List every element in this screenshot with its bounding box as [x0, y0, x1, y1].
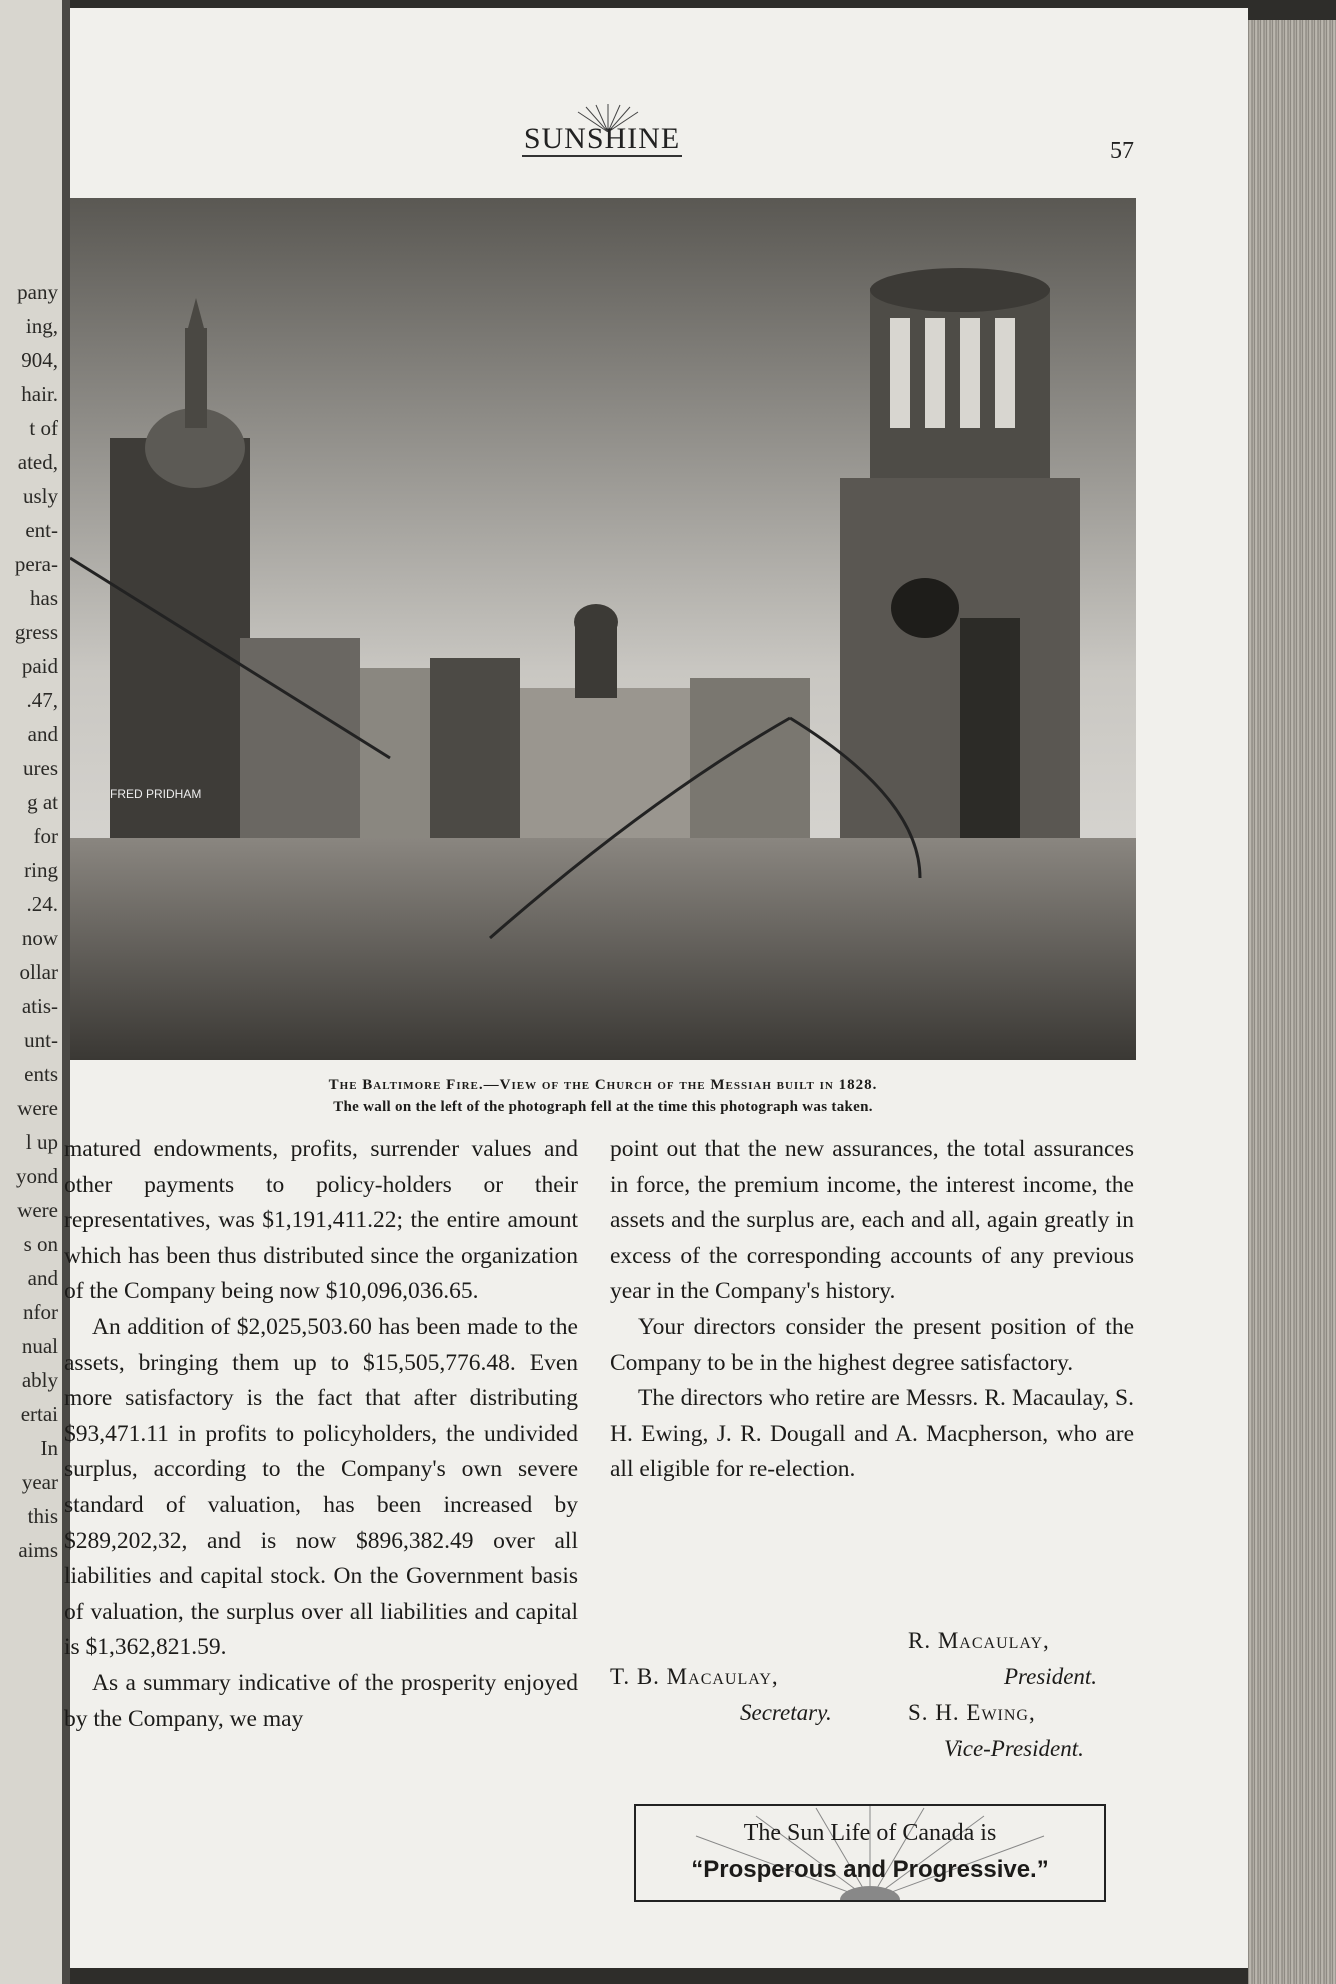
caption-line-2: The wall on the left of the photograph fell at the time this photograph was taken.: [333, 1099, 873, 1115]
adjacent-page-text-fragment: and: [27, 722, 58, 746]
page-number: 57: [1110, 138, 1134, 164]
adjacent-page-text-fragment: now: [21, 926, 58, 950]
ad-headline: The Sun Life of Canada is: [743, 1820, 997, 1846]
adjacent-page-text-fragment: pany: [17, 280, 58, 304]
adjacent-page-text-fragment: ent-: [25, 518, 58, 542]
adjacent-page-text-fragment: yond: [16, 1164, 58, 1188]
vice-president-name: S. H. Ewing,: [908, 1700, 1036, 1725]
sun-life-advertisement: [634, 1804, 1106, 1902]
photo-caption: [70, 1074, 1136, 1118]
adjacent-page-text-fragment: gress: [14, 620, 58, 644]
adjacent-page-text-fragment: for: [33, 824, 58, 848]
adjacent-page-text-fragment: 904,: [21, 348, 58, 372]
president-title: President.: [1004, 1664, 1098, 1689]
adjacent-page-text-fragment: were: [17, 1096, 58, 1120]
adjacent-page-text-fragment: t of: [29, 416, 58, 440]
photographer-signature: FRED PRIDHAM: [110, 787, 202, 801]
secretary-title: Secretary.: [740, 1700, 832, 1725]
adjacent-page-text-fragment: aims: [18, 1538, 58, 1562]
adjacent-page-text-fragment: were: [17, 1198, 58, 1222]
paragraph: An addition of $2,025,503.60 has been made to the assets, bringing them up to $15,505,776.48. Even more satisfactory is the fact that after distributing $93,471.11 in profits to policyholders, the undivided surplus, according to the Company's own severe standard of valuation, has been increased by $289,202,32, and is now $896,382.49 over all liabilities and capital stock. On the Government basis of valuation, the surplus over all liabilities and capital is $1,362,821.59.: [64, 1313, 578, 1661]
adjacent-page-text-fragment: this: [27, 1504, 58, 1528]
adjacent-page-text-fragment: ures: [23, 756, 58, 780]
adjacent-page-text-fragment: year: [21, 1470, 58, 1494]
adjacent-page-text-fragment: atis-: [21, 994, 58, 1018]
vice-president-title: Vice-President.: [944, 1736, 1084, 1761]
paragraph: As a summary indicative of the prosperity enjoyed by the Company, we may: [64, 1669, 578, 1732]
secretary-name: T. B. Macaulay,: [610, 1664, 779, 1689]
paragraph: matured endowments, profits, surrender values and other payments to policy-holders or their representatives, was $1,191,411.22; the entire amount which has been thus distributed since the organization of the Company being now $10,096,036.65.: [64, 1136, 578, 1305]
president-name: R. Macaulay,: [908, 1628, 1050, 1653]
magazine-title: [70, 122, 1134, 156]
left-text-column: [64, 1132, 578, 1737]
adjacent-page-text-fragment: usly: [22, 484, 58, 508]
adjacent-page-text-fragment: l up: [25, 1130, 58, 1154]
magazine-page: [64, 8, 1248, 1968]
adjacent-page-text-fragment: hair.: [21, 382, 58, 406]
adjacent-page-text-fragment: paid: [21, 654, 58, 678]
adjacent-page-text-fragment: .24.: [26, 892, 58, 916]
adjacent-page-text-fragment: has: [30, 586, 58, 610]
paragraph: point out that the new assurances, the total assurances in force, the premium income, the interest income, the assets and the surplus are, each and all, again greatly in excess of the corresponding accounts of any previous year in the Company's history.: [610, 1136, 1134, 1305]
baltimore-fire-photograph: [70, 198, 1136, 1060]
church-tower: [840, 268, 1080, 898]
caption-line-1: The Baltimore Fire.—View of the Church of the Messiah built in 1828.: [328, 1077, 878, 1093]
paragraph: The directors who retire are Messrs. R. Macaulay, S. H. Ewing, J. R. Dougall and A. Macpherson, who are all eligible for re-election.: [610, 1385, 1134, 1483]
ad-slogan: “Prosperous and Progressive.”: [691, 1856, 1049, 1883]
adjacent-page-text-fragment: pera-: [14, 552, 58, 576]
book-page-edges: [1248, 20, 1336, 1984]
adjacent-page-text-fragment: nual: [21, 1334, 58, 1358]
adjacent-page-text-fragment: In: [40, 1436, 58, 1460]
right-text-column: [610, 1132, 1134, 1488]
adjacent-page-text-fragment: ollar: [19, 960, 58, 984]
adjacent-page-text-fragment: ents: [24, 1062, 58, 1086]
adjacent-page-edge: [0, 0, 70, 1984]
adjacent-page-text-fragment: unt-: [24, 1028, 58, 1052]
paragraph: Your directors consider the present position of the Company to be in the highest degree satisfactory.: [610, 1313, 1134, 1376]
adjacent-page-text-fragment: ing,: [25, 314, 58, 338]
adjacent-page-text-fragment: .47,: [26, 688, 58, 712]
adjacent-page-text-fragment: and: [27, 1266, 58, 1290]
adjacent-page-text-fragment: s on: [23, 1232, 58, 1256]
adjacent-page-text-fragment: ably: [21, 1368, 58, 1392]
adjacent-page-text-fragment: ated,: [17, 450, 58, 474]
adjacent-page-text-fragment: ertai: [20, 1402, 58, 1426]
adjacent-page-text-fragment: nfor: [23, 1300, 58, 1324]
adjacent-page-text-fragment: g at: [27, 790, 58, 814]
magazine-title-text: SUNSHINE: [523, 122, 681, 155]
adjacent-page-text-fragment: ring: [24, 858, 58, 882]
signature-block: [610, 1628, 1134, 1768]
